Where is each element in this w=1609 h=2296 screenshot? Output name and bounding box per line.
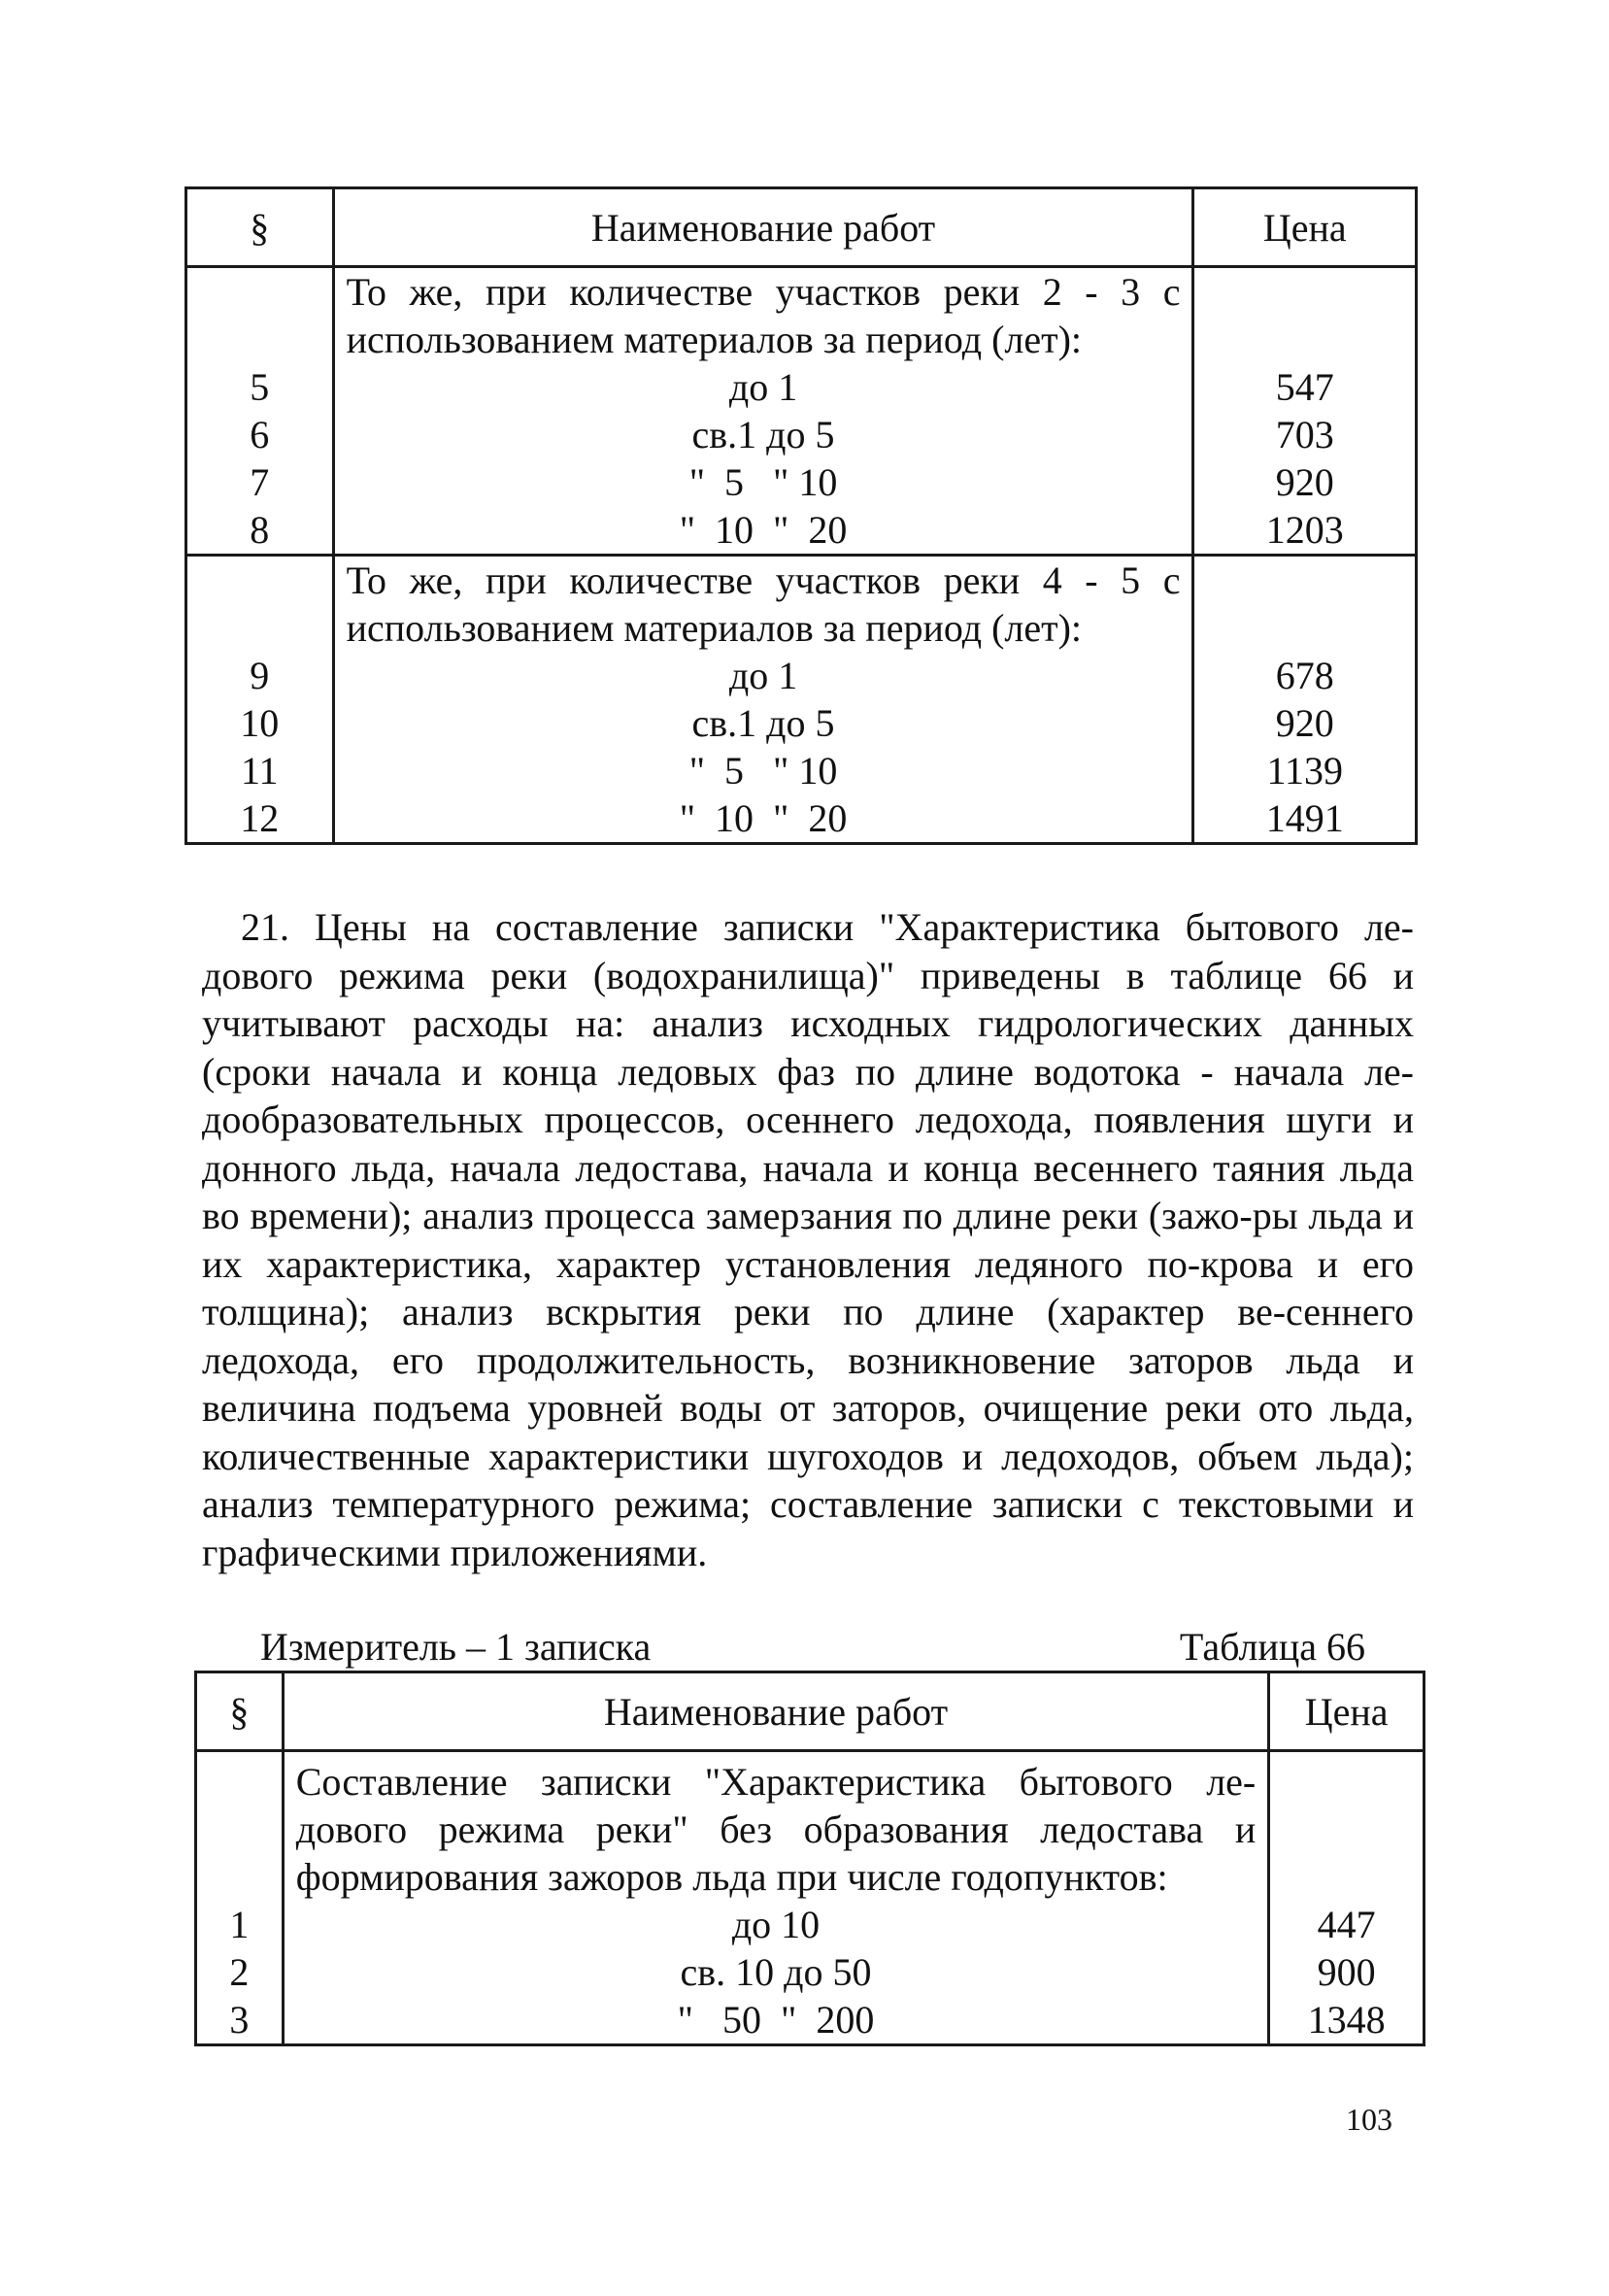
- row-name: " 5 " 10: [333, 458, 1193, 506]
- row-paragraph: 11: [186, 747, 334, 794]
- row-price: 900: [1269, 1948, 1425, 1996]
- group-title-row: [186, 316, 1417, 363]
- group-title-line: дового режима реки" без образования ледостава и: [283, 1806, 1268, 1853]
- row-paragraph: 2: [196, 1948, 284, 1996]
- table-row: [196, 1948, 1425, 1996]
- row-name: " 50 " 200: [283, 1996, 1268, 2045]
- row-name: св. 10 до 50: [283, 1948, 1268, 1996]
- row-paragraph: 7: [186, 458, 334, 506]
- price-table-66: [194, 1671, 1425, 2046]
- header-paragraph: §: [196, 1672, 284, 1751]
- row-paragraph: 1: [196, 1901, 284, 1948]
- row-name: св.1 до 5: [333, 411, 1193, 458]
- header-price: Цена: [1269, 1672, 1425, 1751]
- group-title-line: использованием материалов за период (лет):: [333, 316, 1193, 363]
- group-title-row: [196, 1751, 1425, 1806]
- table-row: [196, 1996, 1425, 2045]
- row-paragraph: 8: [186, 506, 334, 556]
- header-price: Цена: [1193, 188, 1417, 267]
- row-price: 1203: [1193, 506, 1417, 556]
- row-name: до 10: [283, 1901, 1268, 1948]
- row-name: до 1: [333, 652, 1193, 699]
- row-price: 1139: [1193, 747, 1417, 794]
- row-price: 920: [1193, 699, 1417, 747]
- header-name: Наименование работ: [333, 188, 1193, 267]
- row-paragraph: 5: [186, 363, 334, 411]
- table-row: [186, 363, 1417, 411]
- row-name: " 10 " 20: [333, 506, 1193, 556]
- table-header-row: [186, 188, 1417, 267]
- page-number: 103: [1346, 2102, 1392, 2137]
- group-title-row: [186, 556, 1417, 605]
- paragraph-21: 21. Цены на составление записки "Характеристика бытового ле-дового режима реки (водохранилища)" приведены в таблице 66 и учитывают расходы на: анализ исходных гидрологических данных (сроки начала и конца ледовых фаз по длине водотока - начала ле-дообразовательных процессов, осеннего ледохода, появления шуги и донного льда, начала ледостава, начала и конца весеннего таяния льда во времени); анализ процесса замерзания по длине реки (зажо-ры льда и их характеристика, характер установления ледяного по-крова и его толщина); анализ вскрытия реки по длине (характер ве-сеннего ледохода, его продолжительность, возникновение заторов льда и величина подъема уровней воды от заторов, очищение реки ото льда, количественные характеристики шугоходов и ледоходов, объем льда); анализ температурного режима; составление записки с текстовыми и графическими приложениями.: [202, 905, 1414, 1574]
- row-price: 1491: [1193, 794, 1417, 844]
- row-name: до 1: [333, 363, 1193, 411]
- row-name: " 10 " 20: [333, 794, 1193, 844]
- row-paragraph: 10: [186, 699, 334, 747]
- table66-caption: [260, 1624, 1365, 1671]
- group-title-line: использованием материалов за период (лет):: [333, 604, 1193, 652]
- group-title-line: формирования зажоров льда при числе годопунктов:: [283, 1853, 1268, 1901]
- row-price: 1348: [1269, 1996, 1425, 2045]
- group-title-row: [196, 1853, 1425, 1901]
- table-row: [186, 652, 1417, 699]
- group-title-row: [186, 604, 1417, 652]
- row-price: 703: [1193, 411, 1417, 458]
- table-label: Таблица 66: [1179, 1625, 1365, 1669]
- table-header-row: [196, 1672, 1425, 1751]
- row-price: 547: [1193, 363, 1417, 411]
- table-row: [186, 699, 1417, 747]
- row-paragraph: 12: [186, 794, 334, 844]
- table-row: [196, 1901, 1425, 1948]
- price-table-continued: [184, 186, 1418, 845]
- table-row: [186, 458, 1417, 506]
- table-row: [186, 747, 1417, 794]
- group-title-line: То же, при количестве участков реки 4 - 5 с: [333, 556, 1193, 605]
- group-title-line: Составление записки "Характеристика бытового ле-: [283, 1751, 1268, 1806]
- measure-label: Измеритель – 1 записка: [260, 1625, 652, 1669]
- row-name: св.1 до 5: [333, 699, 1193, 747]
- row-paragraph: 9: [186, 652, 334, 699]
- table-row: [186, 411, 1417, 458]
- row-price: 920: [1193, 458, 1417, 506]
- group-title-row: [186, 267, 1417, 317]
- row-paragraph: 3: [196, 1996, 284, 2045]
- row-price: 678: [1193, 652, 1417, 699]
- header-paragraph: §: [186, 188, 334, 267]
- row-name: " 5 " 10: [333, 747, 1193, 794]
- group-title-row: [196, 1806, 1425, 1853]
- table-row: [186, 506, 1417, 556]
- table-row: [186, 794, 1417, 844]
- row-paragraph: 6: [186, 411, 334, 458]
- header-name: Наименование работ: [283, 1672, 1268, 1751]
- row-price: 447: [1269, 1901, 1425, 1948]
- group-title-line: То же, при количестве участков реки 2 - 3 с: [333, 267, 1193, 317]
